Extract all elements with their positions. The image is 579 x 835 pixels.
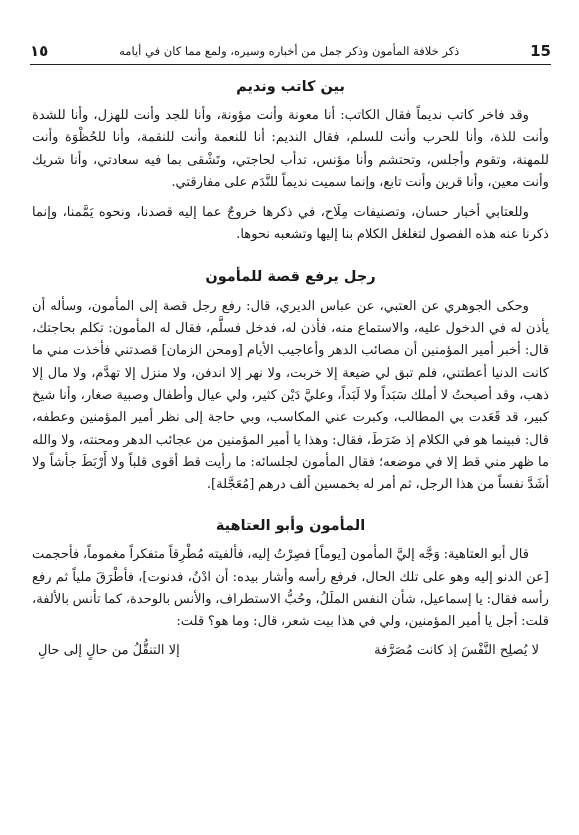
section-title-petition: رجل يرفع قصة للمأمون bbox=[205, 268, 376, 285]
running-header bbox=[30, 38, 551, 65]
page-number-left: ١٥ bbox=[30, 42, 49, 60]
verse-second-hemistich: إلا التنقُّلُ من حالٍ إلى حالِ bbox=[38, 642, 180, 658]
section-title-mamun-and-abu-al-atahiya: المأمون وأبو العتاهية bbox=[215, 518, 366, 535]
paragraph: قال أبو العتاهية: وَجَّه إليَّ المأمون [يوماً] فصِرْتُ إليه، فألفيته مُطْرِقاً متفكراً مغموماً، فأحجمت [عن الدنو إليه وهو على تلك الحال، فرفع رأسه وأشار بيده: أن ادْنُ، فدنوت]، فأطْرَقَ ملياً ثم رفع رأسه فقال: يا إسماعيل، شأن النفس الملَلُ، وحُبُّ الاستطراف، والأنس بالوحدة، كما تأنس بالألفة، قلت: أجل يا أمير المؤمنين، ولي في هذا بيت شعر، قال: وما هو؟ قلت: bbox=[32, 547, 549, 630]
poem-verse bbox=[32, 640, 549, 662]
paragraph: وحكى الجوهري عن العتبي، عن عباس الديري، قال: رفع رجل قصة إلى المأمون، وسأله أن يأذن له في الدخول عليه، والاستماع منه، فأذن له، فدخل فسلَّم، فقال له المأمون: تكلم بحاجتك، قال: أخبر أمير المؤمنين أن مصائب الدهر وأعاجيب الأيام [ومحن الزمان] قصدتني فأخذت مني ما كانت الدنيا أعطتني، فلم تبق لي ضيعة إلا خربت، ولا نهر إلا اندفن، ولا منزل إلا تهدَّم، ولا مال إلا ذهب، وقد أصبحتُ لا أملك سَبَداً ولا لَبَداً، وعليَّ دَيْن كثير، ولي عيال وأطفال وصبية صغار، وأنا شيخ كبير، قد قَعَدت بي المطالب، وكبرت عني المكاسب، وبي حاجة إلى نظر أمير المؤمنين وعطفه، قال: فبينما هو في الكلام إذ ضَرَطَ، فقال: وهذا يا أمير المؤمنين من عجائب الدهر ومحنته، ولا والله ما ظهر مني قط إلا في موضعه؛ فقال المأمون لجلسائه: ما رأيت قط أقوى قلباً ولا أَرْبَطَ جأشاً ولا أشَدَّ نفساً من هذا الرجل، ثم أمر له بخمسين ألف درهم [مُعَجَّلة]. bbox=[32, 298, 549, 493]
running-title: ذكر خلافة المأمون وذكر جمل من أخباره وسيره، ولمع مما كان في أيامه bbox=[119, 44, 460, 58]
page-number-right: 15 bbox=[530, 42, 551, 60]
paragraph: وللعتابي أخبار حسان، وتصنيفات مِلَاح، في ذكرها خروجٌ عما إليه قصدنا، ونحوه يَمَّمنا، وإنما ذكرنا عنه هذه الفصول لتغلغل الكلام بنا إليها وتشعبه نحوها. bbox=[32, 205, 549, 243]
verse-first-hemistich: لا يُصلِح النَّفْسَ إذ كانت مُصَرَّفة bbox=[374, 642, 539, 658]
paragraph: وقد فاخر كاتب نديماً فقال الكاتب: أنا معونة وأنت مؤونة، وأنا للجد وأنت للهزل، وأنا للشدة وأنت للذة، وأنا للحرب وأنت للسلم، فقال النديم: أنا للنعمة وأنت للنقمة، وأنا للحُظْوَة وأنت للمهنة، وتقوم وأجلس، وتحتشم وأنا مؤنس، تدأب لحاجتي، وتَشْقى بما فيه سعادتي، وأنا شريك وأنت معين، وأنا قرين وأنت تابع، وإنما سميت نديماً للنَّدَم على مفارقتي. bbox=[32, 108, 549, 190]
page-body bbox=[32, 68, 549, 662]
section-title-scribe-and-companion: بين كاتب ونديم bbox=[236, 79, 345, 95]
